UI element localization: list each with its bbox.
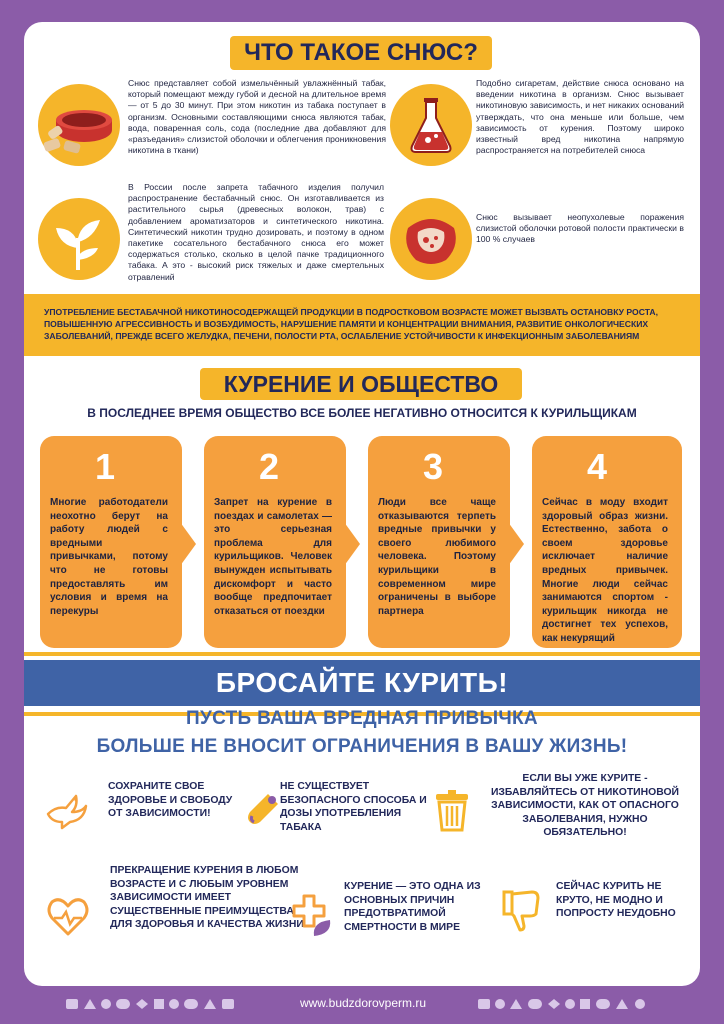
tip-text-1: СОХРАНИТЕ СВОЕ ЗДОРОВЬЕ И СВОБОДУ ОТ ЗАВИСИМОСТИ! bbox=[108, 781, 233, 820]
section-title-society: КУРЕНИЕ И ОБЩЕСТВО bbox=[200, 368, 522, 400]
card-arrow bbox=[344, 522, 360, 566]
card-number: 4 bbox=[586, 446, 608, 487]
tip-text-2: НЕ СУЩЕСТВУЕТ БЕЗОПАСНОГО СПОСОБА И ДОЗЫ УПОТРЕБЛЕНИЯ ТАБАКА bbox=[280, 781, 427, 833]
divider-line bbox=[24, 652, 700, 656]
card-arrow bbox=[508, 522, 524, 566]
card-text: Люди все чаще отказываются терпеть вредные привычки у своего любимого человека. Поэтому курильщики в современном мире ограничены в выборе партнера bbox=[378, 497, 496, 617]
society-card-4 bbox=[532, 436, 682, 648]
adolescent-warning-banner: УПОТРЕБЛЕНИЕ БЕСТАБАЧНОЙ НИКОТИНОСОДЕРЖАЩЕЙ ПРОДУКЦИИ В ПОДРОСТКОВОМ ВОЗРАСТЕ МОЖЕТ ВЫЗВАТЬ ОСТАНОВКУ РОСТА, ПОВЫШЕННУЮ АГРЕССИВНОСТЬ И ВОЗБУДИМОСТЬ, НАРУШЕНИЕ ПАМЯТИ И КОНЦЕНТРАЦИИ ВНИМАНИЯ, РАЗВИТИЕ ОНКОЛОГИЧЕСКИХ ЗАБОЛЕВАНИЙ, ПРЕЖДЕ ВСЕГО ЖЕЛУДКА, ПЕЧЕНИ, ПОЛОСТИ РТА, ОСЛАБЛЕНИЕ УСТОЙЧИВОСТИ К ИНФЕКЦИОННЫМ ЗАБОЛЕВАНИЯМ bbox=[24, 294, 700, 356]
dropper-icon bbox=[238, 786, 286, 834]
tip-text-6: СЕЙЧАС КУРИТЬ НЕ КРУТО, НЕ МОДНО И ПОПРОСТУ НЕУДОБНО bbox=[556, 881, 676, 920]
medical-cross-leaf-icon bbox=[288, 892, 336, 940]
poster-sheet bbox=[24, 22, 700, 986]
mouth-lesion-icon bbox=[390, 198, 472, 280]
card-arrow bbox=[180, 522, 196, 566]
slogan-line-1: ПУСТЬ ВАША ВРЕДНАЯ ПРИВЫЧКА bbox=[186, 708, 538, 729]
decorative-shapes-right-icon bbox=[478, 998, 658, 1010]
card-text: Сейчас в моду входит здоровый образ жизни. Естественно, забота о своем здоровье исключает наличие вредных привычек. Многие люди сейчас занимаются спортом - курильщик никогда не достигнет тех успехов, как некурящий bbox=[542, 497, 668, 644]
mucosa-damage-text: Снюс вызывает неопухолевые поражения слизистой оболочки ротовой полости практически в 100 % случаев bbox=[476, 212, 684, 245]
society-card-2 bbox=[204, 436, 346, 648]
tip-text-5: КУРЕНИЕ — ЭТО ОДНА ИЗ ОСНОВНЫХ ПРИЧИН ПРЕДОТВРАТИМОЙ СМЕРТНОСТИ В МИРЕ bbox=[344, 881, 481, 933]
plant-icon bbox=[38, 198, 120, 280]
tip-text-3: ЕСЛИ ВЫ УЖЕ КУРИТЕ - ИЗБАВЛЯЙТЕСЬ ОТ НИКОТИНОВОЙ ЗАВИСИМОСТИ, КАК ОТ ОПАСНОГО ЗАБОЛЕВАНИЯ, НУЖНО ОБЯЗАТЕЛЬНО! bbox=[490, 773, 680, 839]
thumbs-down-icon bbox=[496, 886, 544, 934]
slogan-line-2: БОЛЬШЕ НЕ ВНОСИТ ОГРАНИЧЕНИЯ В ВАШУ ЖИЗНЬ! bbox=[96, 736, 628, 757]
section-title-snus: ЧТО ТАКОЕ СНЮС? bbox=[230, 36, 492, 70]
nontobacco-snus-text: В России после запрета табачного изделия получил распространение бестабачный снюс. Он изготавливается из растительного сырья (древесных волокон, трав) с добавлением ароматизаторов и синтетического никотина. Синтетический никотин трудно дозировать, и поэтому в одном пакетике сосательного бестабачного снюса его может содержаться столько, сколько в целой пачке традиционного табака. А это - высокий риск тяжелых и даже смертельных отравлений bbox=[128, 182, 384, 282]
dove-icon bbox=[42, 786, 90, 834]
card-text: Запрет на курение в поездах и самолетах — это серьезная проблема для курильщиков. Человек вынужден испытывать дискомфорт и часто вообще предпочитает отказаться от поездки bbox=[214, 497, 332, 617]
snus-definition-text: Снюс представляет собой измельчённый увлажнённый табак, который помещают между губой и десной на длительное время — от 5 до 30 минут. При этом никотин из табака поступает в организм. Основными составляющими снюса являются табак, вода, поваренная соль, сода (последние два добавляют для «разъедания» слизистой оболочки и облегчения проникновения никотина в ткани) bbox=[128, 78, 386, 156]
card-number: 1 bbox=[94, 446, 116, 487]
tip-text-4: ПРЕКРАЩЕНИЕ КУРЕНИЯ В ЛЮБОМ ВОЗРАСТЕ И С ЛЮБЫМ УРОВНЕМ ЗАВИСИМОСТИ ИМЕЕТ СУЩЕСТВЕННЫЕ ПРЕИМУЩЕСТВА ДЛЯ ЗДОРОВЬЯ И КАЧЕСТВА ЖИЗНИ bbox=[110, 865, 304, 931]
trash-can-icon bbox=[428, 786, 476, 834]
society-card-3 bbox=[368, 436, 510, 648]
snus-tin-icon bbox=[38, 84, 120, 166]
decorative-shapes-left-icon bbox=[66, 998, 246, 1010]
society-card-1 bbox=[40, 436, 182, 648]
card-number: 3 bbox=[422, 446, 444, 487]
footer-url[interactable]: www.budzdorovperm.ru bbox=[299, 996, 427, 1010]
snus-action-text: Подобно сигаретам, действие снюса основано на введении никотина в организм. Снюс вызывает никотиновую зависимость, и нет никаких оснований утверждать, что она меньше или больше, чем зависимость от курения. Поэтому широко известный вред никотина напрямую распространяется на потребителей снюса bbox=[476, 78, 684, 156]
card-text: Многие работодатели неохотно берут на работу людей с вредными привычками, потому что не готовы предоставлять им условия и время на перекуры bbox=[50, 497, 168, 617]
quit-headline: БРОСАЙТЕ КУРИТЬ! bbox=[24, 660, 700, 706]
flask-icon bbox=[390, 84, 472, 166]
heart-pulse-icon bbox=[44, 892, 92, 940]
society-subtitle: В ПОСЛЕДНЕЕ ВРЕМЯ ОБЩЕСТВО ВСЕ БОЛЕЕ НЕГАТИВНО ОТНОСИТСЯ К КУРИЛЬЩИКАМ bbox=[87, 406, 637, 420]
footer bbox=[0, 994, 724, 1014]
card-number: 2 bbox=[258, 446, 280, 487]
